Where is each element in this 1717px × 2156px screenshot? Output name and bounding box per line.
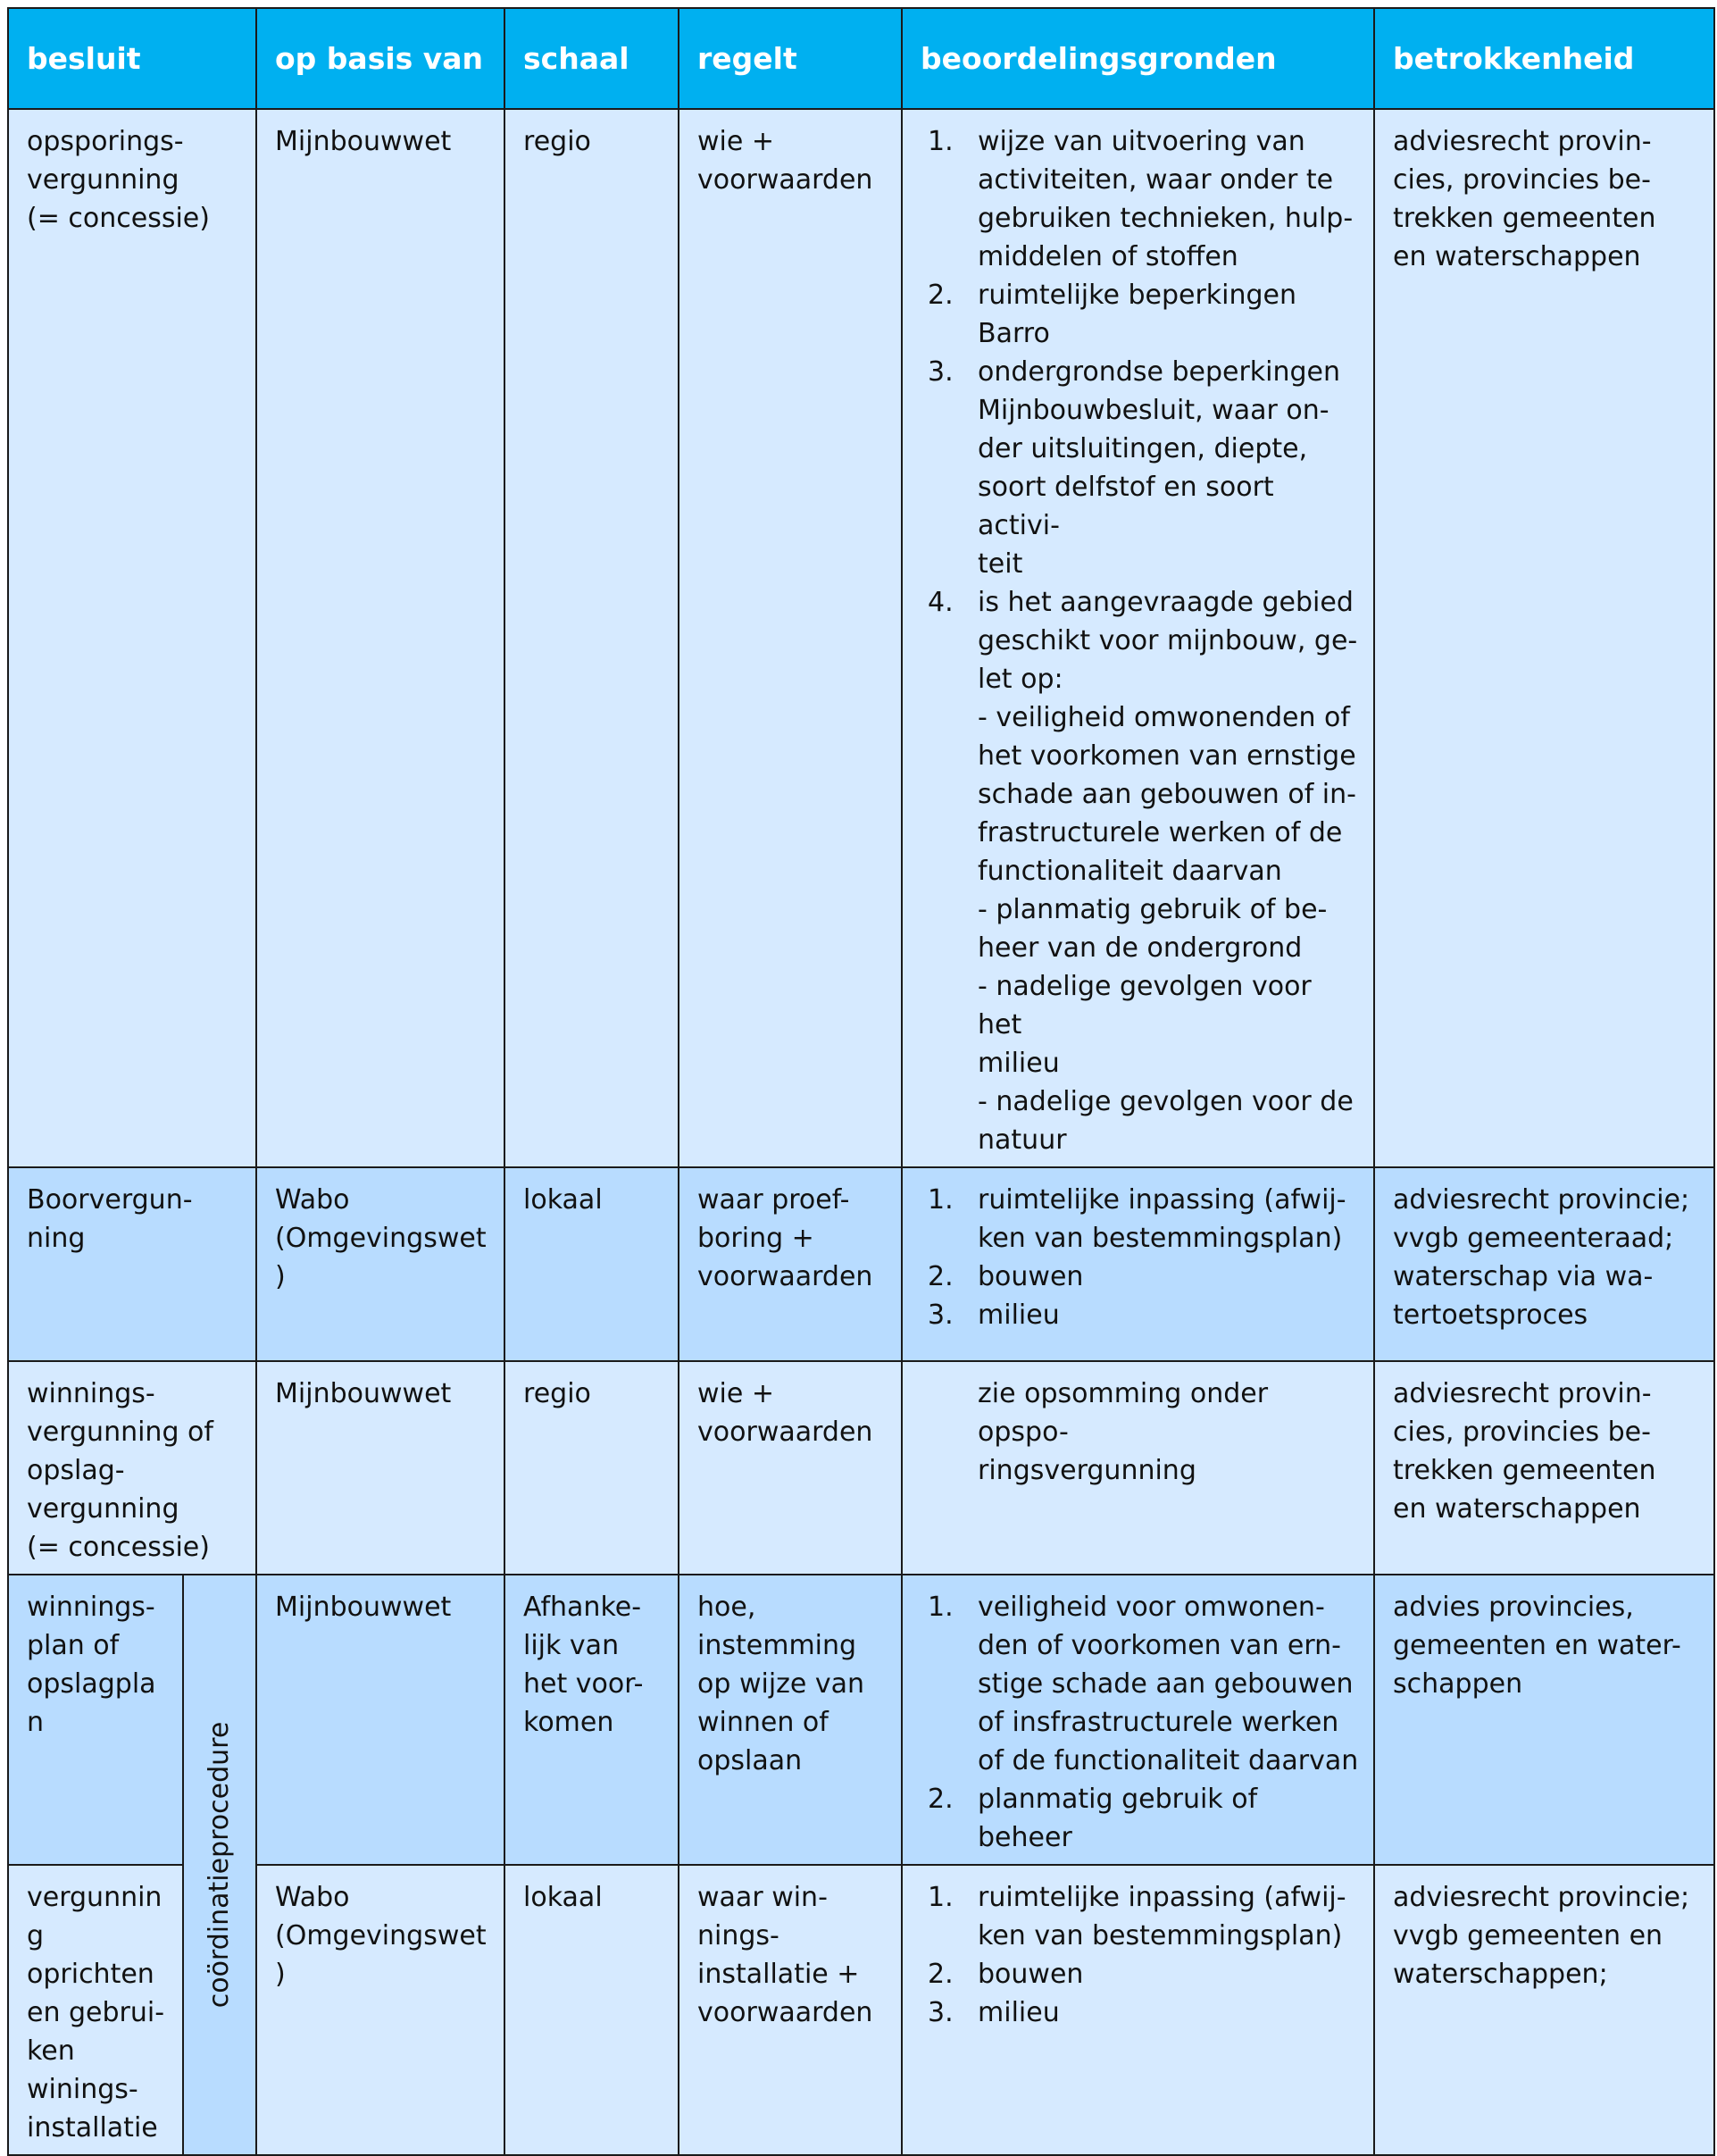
cell-besluit: opsporings- vergunning (= concessie)	[8, 109, 256, 1167]
cell-gronden	[902, 1865, 1374, 2155]
cell-betrokkenheid: adviesrecht provin- cies, provincies be- trekken gemeenten en waterschappen	[1374, 109, 1714, 1167]
table-row	[8, 1575, 1714, 1865]
gronden-text: zie opsomming onder opspo- ringsvergunning	[978, 1378, 1269, 1486]
cell-betrokkenheid: adviesrecht provincie; vvgb gemeenten en waterschappen;	[1374, 1865, 1714, 2155]
gronden-list	[921, 1588, 1359, 1857]
cell-betrokkenheid: adviesrecht provincie; vvgb gemeenteraad; waterschap via wa- tertoetsproces	[1374, 1167, 1714, 1361]
list-item: veiligheid voor omwonen- den of voorkomen van ern- stige schade aan gebouwen of insfrastructurele werken of de functionaliteit daarvan	[978, 1592, 1359, 1776]
list-item: wijze van uitvoering van activiteiten, waar onder te gebruiken technieken, hulp- middelen of stoffen	[978, 126, 1354, 272]
header-beoordelingsgronden: beoordelingsgronden	[902, 8, 1374, 109]
cell-gronden	[902, 1361, 1374, 1575]
cell-schaal: regio	[504, 109, 679, 1167]
cell-basis: Wabo (Omgevingswet)	[256, 1865, 504, 2155]
coordinatieprocedure-label	[183, 1575, 256, 2155]
coordinatieprocedure-text: coördinatieprocedure	[204, 1721, 235, 2009]
cell-besluit: Boorvergun-ning	[8, 1167, 256, 1361]
cell-basis: Mijnbouwwet	[256, 109, 504, 1167]
list-item: ruimtelijke inpassing (afwij- ken van bestemmingsplan)	[978, 1184, 1346, 1254]
header-schaal: schaal	[504, 8, 679, 109]
cell-schaal: lokaal	[504, 1167, 679, 1361]
cell-gronden	[902, 109, 1374, 1167]
cell-besluit: winnings- plan of opslagplan	[8, 1575, 183, 1865]
cell-betrokkenheid: adviesrecht provin- cies, provincies be- trekken gemeenten en waterschappen	[1374, 1361, 1714, 1575]
cell-regelt: wie + voorwaarden	[679, 109, 902, 1167]
list-item: milieu	[978, 1997, 1060, 2028]
cell-basis: Wabo (Omgevingswet)	[256, 1167, 504, 1361]
table-row	[8, 1167, 1714, 1361]
gronden-list	[921, 122, 1359, 1159]
cell-regelt: wie + voorwaarden	[679, 1361, 902, 1575]
list-item: milieu	[978, 1299, 1060, 1331]
cell-schaal: Afhanke- lijk van het voor- komen	[504, 1575, 679, 1865]
header-row	[8, 8, 1714, 109]
cell-gronden	[902, 1575, 1374, 1865]
table-row	[8, 1361, 1714, 1575]
cell-regelt: hoe, instemming op wijze van winnen of opslaan	[679, 1575, 902, 1865]
cell-basis: Mijnbouwwet	[256, 1361, 504, 1575]
list-item: ondergrondse beperkingen Mijnbouwbesluit, waar on- der uitsluitingen, diepte, soort delfstof en soort activi- teit	[978, 356, 1341, 580]
cell-basis: Mijnbouwwet	[256, 1575, 504, 1865]
list-item: is het aangevraagde gebied geschikt voor mijnbouw, ge- let op: - veiligheid omwonenden of het voorkomen van ernstige schade aan gebouwen of in- frastructurele werken of de functionaliteit daarvan - planmatig gebruik of be- heer van de ondergrond - nadelige gevolgen voor het milieu - nadelige gevolgen voor de natuur	[978, 587, 1358, 1156]
cell-betrokkenheid: advies provincies, gemeenten en water- schappen	[1374, 1575, 1714, 1865]
cell-besluit: vergunning oprichten en gebrui- ken winings- installatie	[8, 1865, 183, 2155]
cell-regelt: waar proef- boring + voorwaarden	[679, 1167, 902, 1361]
header-op-basis-van: op basis van	[256, 8, 504, 109]
list-item: ruimtelijke inpassing (afwij- ken van bestemmingsplan)	[978, 1882, 1346, 1951]
cell-regelt: waar win- nings- installatie + voorwaarden	[679, 1865, 902, 2155]
list-item: ruimtelijke beperkingen Barro	[978, 280, 1297, 349]
table-row	[8, 1865, 1714, 2155]
header-besluit: besluit	[8, 8, 256, 109]
cell-gronden	[902, 1167, 1374, 1361]
header-regelt: regelt	[679, 8, 902, 109]
cell-schaal: lokaal	[504, 1865, 679, 2155]
cell-schaal: regio	[504, 1361, 679, 1575]
cell-besluit: winnings- vergunning of opslag- vergunning (= concessie)	[8, 1361, 256, 1575]
gronden-list	[921, 1181, 1359, 1334]
gronden-list	[921, 1878, 1359, 2032]
list-item: bouwen	[978, 1261, 1084, 1292]
list-item: planmatig gebruik of beheer	[978, 1784, 1258, 1853]
list-item: bouwen	[978, 1959, 1084, 1990]
header-betrokkenheid: betrokkenheid	[1374, 8, 1714, 109]
table-row	[8, 109, 1714, 1167]
besluiten-table	[7, 7, 1715, 2156]
